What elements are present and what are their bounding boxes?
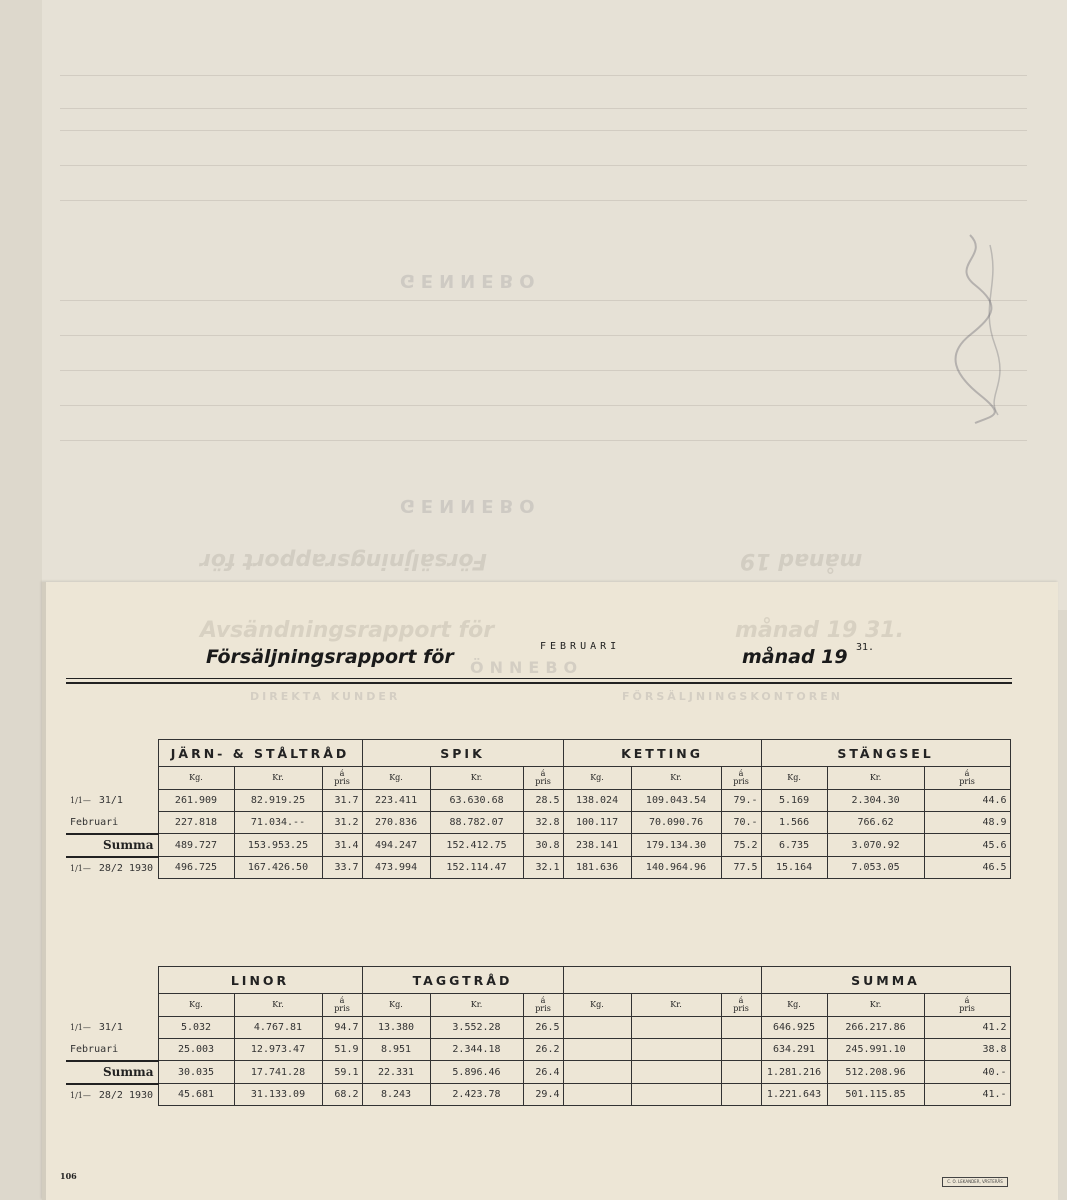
typed-month: FEBRUARI: [540, 641, 621, 652]
table-cell: [631, 1017, 721, 1039]
table-cell: 77.5: [721, 857, 761, 879]
table-cell: 2.344.18: [430, 1039, 523, 1061]
table-row: [66, 834, 1010, 857]
table-cell: 5.896.46: [430, 1061, 523, 1084]
table-cell: [563, 1084, 631, 1106]
column-subheader: Kg.: [362, 767, 430, 790]
corner-cell: [66, 767, 158, 790]
row-label: [66, 1061, 158, 1084]
table-row: [66, 1017, 1010, 1039]
month-label: månad 19: [742, 646, 848, 668]
table-cell: 59.1: [322, 1061, 362, 1084]
table-cell: 26.2: [523, 1039, 563, 1061]
row-label: [66, 857, 158, 879]
table-cell: 223.411: [362, 790, 430, 812]
page-number: 106: [60, 1171, 77, 1181]
table-cell: 32.8: [523, 812, 563, 834]
table-cell: 29.4: [523, 1084, 563, 1106]
column-subheader: á pris: [523, 767, 563, 790]
title-rule: [66, 682, 1012, 684]
row-label-text: Februari: [70, 1043, 119, 1055]
row-label: [66, 1017, 158, 1039]
table-cell: 51.9: [322, 1039, 362, 1061]
row-label: [66, 1084, 158, 1106]
table-cell: 79.-: [721, 790, 761, 812]
ghost-back-word-2: GENNEBO: [400, 495, 541, 516]
column-subheader: Kr.: [827, 994, 924, 1017]
corner-cell: [66, 967, 158, 994]
column-subheader: Kr.: [234, 994, 322, 1017]
column-subheader: Kr.: [430, 767, 523, 790]
table-cell: 5.169: [761, 790, 827, 812]
table-cell: 12.973.47: [234, 1039, 322, 1061]
signature-icon: [940, 225, 1010, 425]
table-row: [66, 1084, 1010, 1106]
column-subheader: Kg.: [761, 994, 827, 1017]
column-subheader: Kg.: [158, 767, 234, 790]
table-cell: 70.-: [721, 812, 761, 834]
ghost-kontor: FÖRSÄLJNINGSKONTOREN: [622, 690, 843, 703]
row-label-text: 31/1: [98, 795, 123, 806]
ghost-back-word: GENNEBO: [400, 270, 541, 291]
column-subheader: Kr.: [631, 994, 721, 1017]
ghost-rule: [60, 108, 1027, 109]
table-row: [66, 857, 1010, 879]
row-label: [66, 1039, 158, 1061]
table-cell: 496.725: [158, 857, 234, 879]
table-cell: 13.380: [362, 1017, 430, 1039]
table-cell: 8.951: [362, 1039, 430, 1061]
group-header: KETTING: [563, 740, 761, 767]
table-cell: 45.681: [158, 1084, 234, 1106]
typed-year: 31.: [856, 642, 875, 653]
table-cell: 266.217.86: [827, 1017, 924, 1039]
table-cell: 1.281.216: [761, 1061, 827, 1084]
subheader-row: [66, 767, 1010, 790]
table-cell: [721, 1084, 761, 1106]
back-sheet: [42, 0, 1067, 610]
table-cell: [563, 1061, 631, 1084]
ghost-rule: [60, 130, 1027, 131]
table-cell: 17.741.28: [234, 1061, 322, 1084]
table-cell: 46.5: [924, 857, 1010, 879]
ghost-front-word: ÖNNEBO: [470, 658, 584, 677]
table-cell: 494.247: [362, 834, 430, 857]
table-cell: 94.7: [322, 1017, 362, 1039]
column-subheader: á pris: [322, 767, 362, 790]
table-cell: 44.6: [924, 790, 1010, 812]
table-cell: 3.552.28: [430, 1017, 523, 1039]
table-cell: 109.043.54: [631, 790, 721, 812]
table-cell: 3.070.92: [827, 834, 924, 857]
column-subheader: á pris: [924, 994, 1010, 1017]
column-subheader: á pris: [924, 767, 1010, 790]
table-cell: 31.7: [322, 790, 362, 812]
table-cell: 152.114.47: [430, 857, 523, 879]
group-header: STÄNGSEL: [761, 740, 1010, 767]
table-cell: 152.412.75: [430, 834, 523, 857]
table-cell: 71.034.--: [234, 812, 322, 834]
column-subheader: Kr.: [234, 767, 322, 790]
row-label-text: 31/1: [98, 1022, 123, 1033]
printer-mark: C. O. LEKANDER, VÄSTERÅS: [942, 1177, 1008, 1187]
table-cell: 41.2: [924, 1017, 1010, 1039]
column-subheader: Kr.: [631, 767, 721, 790]
table-cell: 7.053.05: [827, 857, 924, 879]
table-cell: 646.925: [761, 1017, 827, 1039]
table-cell: 245.991.10: [827, 1039, 924, 1061]
table-cell: 45.6: [924, 834, 1010, 857]
table-cell: 70.090.76: [631, 812, 721, 834]
report-title: Försäljningsrapport för: [206, 646, 454, 668]
table-cell: 140.964.96: [631, 857, 721, 879]
table-cell: [563, 1017, 631, 1039]
table-cell: 30.035: [158, 1061, 234, 1084]
row-label-prefix: 1/1—: [70, 1023, 91, 1032]
table-cell: 31.133.09: [234, 1084, 322, 1106]
corner-cell: [66, 994, 158, 1017]
table-cell: 261.909: [158, 790, 234, 812]
ghost-rule: [60, 200, 1027, 201]
table-cell: 4.767.81: [234, 1017, 322, 1039]
table-cell: 489.727: [158, 834, 234, 857]
group-header: LINOR: [158, 967, 362, 994]
corner-cell: [66, 740, 158, 767]
row-label-text: Februari: [70, 816, 119, 828]
group-header-row: [66, 740, 1010, 767]
table-cell: 138.024: [563, 790, 631, 812]
table-cell: [721, 1039, 761, 1061]
table-cell: 238.141: [563, 834, 631, 857]
table-cell: 501.115.85: [827, 1084, 924, 1106]
table-cell: 227.818: [158, 812, 234, 834]
table-cell: 26.4: [523, 1061, 563, 1084]
table-cell: 48.9: [924, 812, 1010, 834]
column-subheader: Kg.: [761, 767, 827, 790]
table-cell: 181.636: [563, 857, 631, 879]
table-cell: 82.919.25: [234, 790, 322, 812]
ghost-front-title: Avsändningsrapport för: [200, 618, 495, 643]
ghost-rule: [60, 75, 1027, 76]
row-label: [66, 812, 158, 834]
ghost-rule: [60, 440, 1027, 441]
group-header: JÄRN- & STÅLTRÅD: [158, 740, 362, 767]
row-label: [66, 834, 158, 857]
table-cell: [631, 1061, 721, 1084]
ghost-direkta: DIREKTA KUNDER: [250, 690, 401, 703]
ghost-back-title: Försäljningsrapport för: [200, 548, 487, 573]
table-cell: 473.994: [362, 857, 430, 879]
table-cell: 63.630.68: [430, 790, 523, 812]
table-cell: 5.032: [158, 1017, 234, 1039]
column-subheader: Kr.: [827, 767, 924, 790]
ghost-rule: [60, 165, 1027, 166]
table-cell: 28.5: [523, 790, 563, 812]
table-cell: 33.7: [322, 857, 362, 879]
row-label-prefix: 1/1—: [70, 1090, 91, 1100]
table-cell: 38.8: [924, 1039, 1010, 1061]
table-cell: [631, 1084, 721, 1106]
row-label-text: Summa: [102, 838, 154, 852]
table-row: [66, 790, 1010, 812]
table-cell: 26.5: [523, 1017, 563, 1039]
row-label: [66, 790, 158, 812]
table-row: [66, 1039, 1010, 1061]
table-cell: 30.8: [523, 834, 563, 857]
table-row: [66, 1061, 1010, 1084]
table-cell: 2.304.30: [827, 790, 924, 812]
title-rule: [66, 678, 1012, 679]
sheet-edge: [42, 582, 46, 1200]
table-cell: 75.2: [721, 834, 761, 857]
group-header: TAGGTRÅD: [362, 967, 563, 994]
ghost-rule: [60, 370, 1027, 371]
group-header: SUMMA: [761, 967, 1010, 994]
row-label-text: 28/2 1930: [98, 862, 154, 874]
row-label-prefix: 1/1—: [70, 863, 91, 873]
column-subheader: Kg.: [158, 994, 234, 1017]
table-cell: 512.208.96: [827, 1061, 924, 1084]
ghost-front-month: månad 19 31.: [735, 618, 904, 643]
table-cell: [721, 1017, 761, 1039]
table-row: [66, 812, 1010, 834]
column-subheader: á pris: [721, 767, 761, 790]
table-cell: 31.2: [322, 812, 362, 834]
column-subheader: á pris: [523, 994, 563, 1017]
row-label-prefix: 1/1—: [70, 796, 91, 805]
row-label-text: 28/2 1930: [98, 1089, 154, 1101]
column-subheader: Kg.: [362, 994, 430, 1017]
column-subheader: á pris: [322, 994, 362, 1017]
column-subheader: Kg.: [563, 767, 631, 790]
table-cell: 32.1: [523, 857, 563, 879]
column-subheader: Kr.: [430, 994, 523, 1017]
row-label-text: Summa: [102, 1065, 154, 1079]
ghost-back-month: månad 19: [740, 548, 863, 573]
ghost-rule: [60, 405, 1027, 406]
table-cell: 88.782.07: [430, 812, 523, 834]
column-subheader: Kg.: [563, 994, 631, 1017]
table-cell: 6.735: [761, 834, 827, 857]
table-cell: 2.423.78: [430, 1084, 523, 1106]
table-cell: 1.221.643: [761, 1084, 827, 1106]
table-cell: 22.331: [362, 1061, 430, 1084]
table-cell: 25.003: [158, 1039, 234, 1061]
table-cell: [563, 1039, 631, 1061]
table-cell: 31.4: [322, 834, 362, 857]
table-cell: 68.2: [322, 1084, 362, 1106]
ghost-rule: [60, 300, 1027, 301]
table-cell: 167.426.50: [234, 857, 322, 879]
table-cell: 634.291: [761, 1039, 827, 1061]
table-cell: 153.953.25: [234, 834, 322, 857]
table-cell: 41.-: [924, 1084, 1010, 1106]
ghost-rule: [60, 335, 1027, 336]
table-cell: 100.117: [563, 812, 631, 834]
subheader-row: [66, 994, 1010, 1017]
table-cell: 40.-: [924, 1061, 1010, 1084]
table-cell: 766.62: [827, 812, 924, 834]
table-cell: [631, 1039, 721, 1061]
group-header-row: [66, 967, 1010, 994]
table-cell: 8.243: [362, 1084, 430, 1106]
sales-table-2: [66, 966, 1011, 1106]
table-cell: 179.134.30: [631, 834, 721, 857]
group-header: SPIK: [362, 740, 563, 767]
table-cell: 1.566: [761, 812, 827, 834]
group-header: [563, 967, 761, 994]
table-cell: [721, 1061, 761, 1084]
table-cell: 15.164: [761, 857, 827, 879]
sales-table-1: [66, 739, 1011, 879]
table-cell: 270.836: [362, 812, 430, 834]
column-subheader: á pris: [721, 994, 761, 1017]
